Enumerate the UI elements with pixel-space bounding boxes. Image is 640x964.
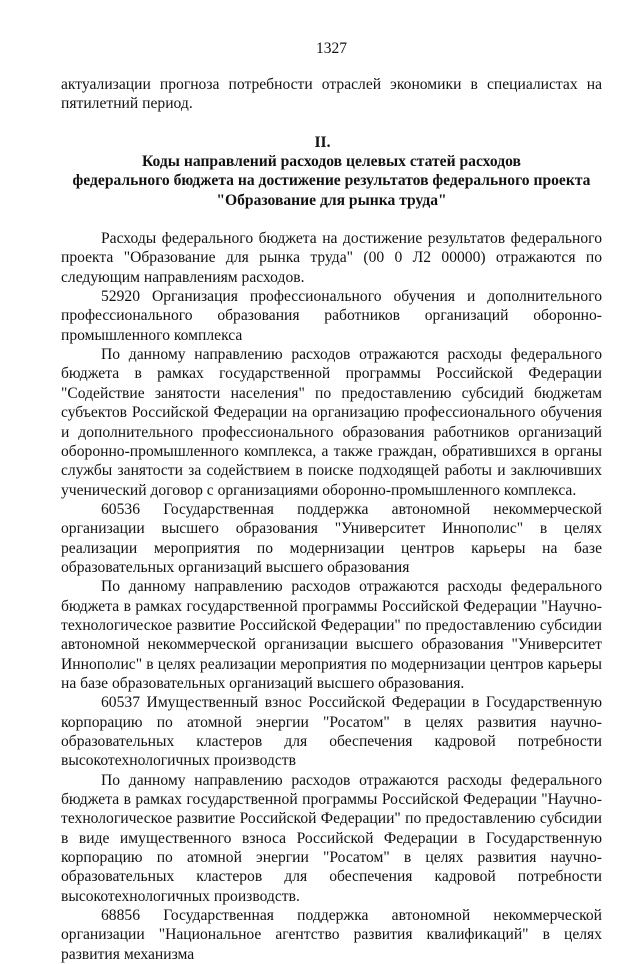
section-heading-text-1: Коды направлений расходов целевых статей расходов — [142, 153, 521, 171]
paragraph-code-52920: 52920 Организация профессионального обучения и дополнительного профессионального образования работников организаций оборонно-промышленного комплекса — [61, 288, 602, 344]
paragraph-continuation: актуализации прогноза потребности отраслей экономики в специалистах на пятилетний период. — [61, 76, 602, 113]
page-number: 1327 — [316, 40, 347, 57]
document-body — [61, 75, 602, 964]
section-number: II. — [314, 133, 331, 151]
section-heading — [61, 133, 602, 210]
paragraph-code-52920-description: По данному направлению расходов отражаются расходы федерального бюджета в рамках государственной программы Российской Федерации "Содействие занятости населения" по предоставлению субсидий бюджетам субъектов Российской Федерации на организацию профессионального обучения и дополнительного профессионального образования работников организаций оборонно-промышленного комплекса, а также граждан, обратившихся в органы службы занятости за содействием в поиске подходящей работы и заключивших ученический договор с организациями оборонно-промышленного комплекса. — [61, 346, 602, 499]
paragraph-code-60536-description: По данному направлению расходов отражаются расходы федерального бюджета в рамках государственной программы Российской Федерации "Научно-технологическое развитие Российской Федерации" по предоставлению субсидии автономной некоммерческой организации высшего образования "Университет Иннополис" в целях реализации мероприятия по модернизации центров карьеры на базе образовательных организаций высшего образования. — [61, 578, 602, 692]
section-heading-line-2: федерального бюджета на достижение результатов федерального проекта — [72, 172, 591, 190]
section-heading-line-3: "Образование для рынка труда" — [216, 191, 447, 209]
paragraph-code-68856: 68856 Государственная поддержка автономной некоммерческой организации "Национальное агентство развития квалификаций" в целях развития механизма — [61, 907, 602, 963]
section-heading-line-1 — [61, 133, 602, 172]
paragraph-code-60536: 60536 Государственная поддержка автономной некоммерческой организации высшего образования "Университет Иннополис" в целях реализации мероприятия по модернизации центров карьеры на базе образовательных организаций высшего образования — [61, 500, 602, 576]
paragraph-code-60537: 60537 Имущественный взнос Российской Федерации в Государственную корпорацию по атомной энергии "Росатом" в целях развития научно-образовательных кластеров для обеспечения кадровой потребности высокотехнологичных производств — [61, 694, 602, 770]
paragraph-intro: Расходы федерального бюджета на достижение результатов федерального проекта "Образование для рынка труда" (00 0 Л2 00000) отражаются по следующим направлениям расходов. — [61, 230, 602, 286]
paragraph-code-60537-description: По данному направлению расходов отражаются расходы федерального бюджета в рамках государственной программы Российской Федерации "Научно-технологическое развитие Российской Федерации" по предоставлению субсидии в виде имущественного взноса Российской Федерации в Государственную корпорацию по атомной энергии "Росатом" в целях развития научно-образовательных кластеров для обеспечения кадровой потребности высокотехнологичных производств. — [61, 771, 602, 905]
